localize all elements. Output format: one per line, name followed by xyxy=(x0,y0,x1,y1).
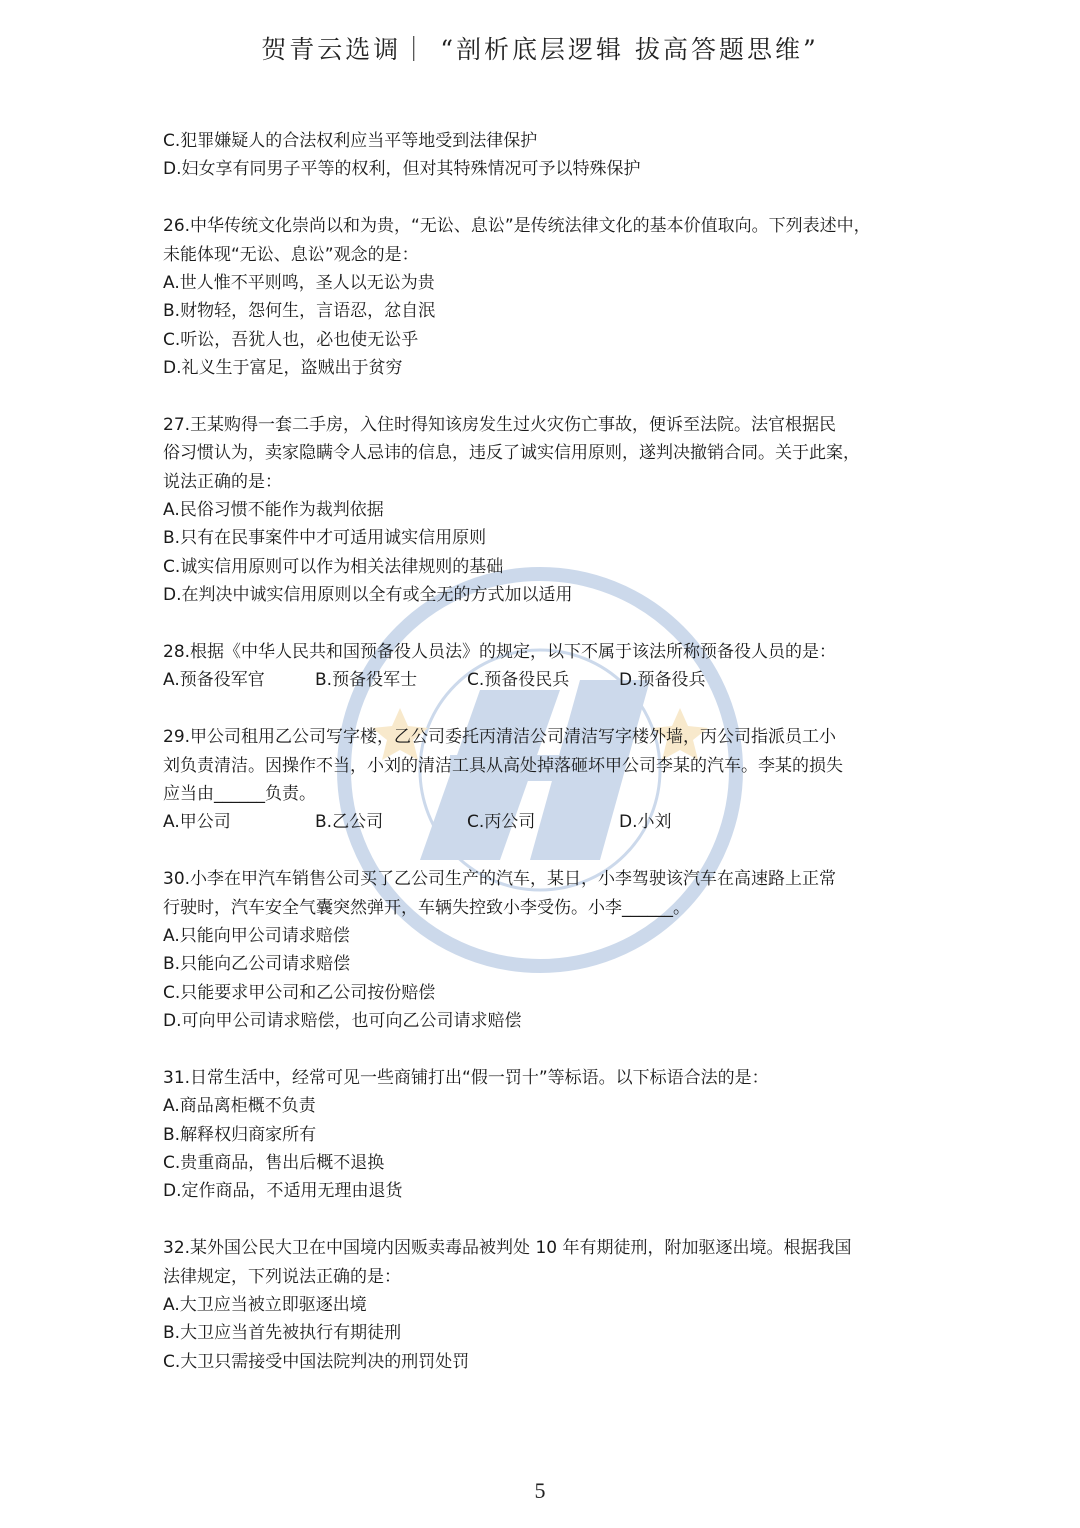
option-b: B.解释权归商家所有 xyxy=(163,1124,317,1145)
option-a: A.甲公司 xyxy=(163,812,231,833)
option-a: A.民俗习惯不能作为裁判依据 xyxy=(163,500,384,521)
question-stem: 31.日常生活中，经常可见一些商铺打出“假一罚十”等标语。以下标语合法的是： xyxy=(163,1067,769,1088)
question-stem: 28.根据《中华人民共和国预备役人员法》的规定，以下不属于该法所称预备役人员的是： xyxy=(163,642,837,663)
option-b: B.乙公司 xyxy=(315,812,384,833)
question-26 xyxy=(163,212,923,382)
question-stem: 法律规定，下列说法正确的是： xyxy=(163,1266,401,1287)
option-b: B.大卫应当首先被执行有期徒刑 xyxy=(163,1323,402,1344)
option-d: D.定作商品，不适用无理由退货 xyxy=(163,1181,403,1202)
option-a: A.只能向甲公司请求赔偿 xyxy=(163,925,350,946)
option-b: B.预备役军士 xyxy=(315,670,418,691)
option-b: B.只有在民事案件中才可适用诚实信用原则 xyxy=(163,528,487,549)
question-stem: 刘负责清洁。因操作不当，小刘的清洁工具从高处掉落砸坏甲公司李某的汽车。李某的损失 xyxy=(163,755,843,776)
option-a: A.大卫应当被立即驱逐出境 xyxy=(163,1295,367,1316)
option-d: D.小刘 xyxy=(619,812,672,833)
option-d: D.预备役兵 xyxy=(619,670,706,691)
question-27 xyxy=(163,411,923,610)
prev-option-c: C.犯罪嫌疑人的合法权利应当平等地受到法律保护 xyxy=(163,131,538,151)
question-32 xyxy=(163,1234,923,1376)
prev-option-d: D.妇女享有同男子平等的权利，但对其特殊情况可予以特殊保护 xyxy=(163,159,641,180)
question-stem: 应当由______负责。 xyxy=(163,783,316,804)
question-stem: 32.某外国公民大卫在中国境内因贩卖毒品被判处 10 年有期徒刑，附加驱逐出境。根据我国 xyxy=(163,1238,852,1259)
option-c: C.只能要求甲公司和乙公司按份赔偿 xyxy=(163,982,436,1003)
question-29 xyxy=(163,723,923,837)
question-stem: 未能体现“无讼、息讼”观念的是： xyxy=(163,244,419,265)
option-b: B.只能向乙公司请求赔偿 xyxy=(163,954,351,975)
option-c: C.诚实信用原则可以作为相关法律规则的基础 xyxy=(163,556,504,577)
option-c: C.贵重商品，售出后概不退换 xyxy=(163,1153,385,1174)
options-row xyxy=(163,666,923,694)
question-31 xyxy=(163,1064,923,1206)
question-stem: 行驶时，汽车安全气囊突然弹开，车辆失控致小李受伤。小李______。 xyxy=(163,897,690,918)
option-d: D.可向甲公司请求赔偿，也可向乙公司请求赔偿 xyxy=(163,1011,522,1032)
option-c: C.丙公司 xyxy=(467,812,536,833)
question-stem: 27.王某购得一套二手房，入住时得知该房发生过火灾伤亡事故，便诉至法院。法官根据民 xyxy=(163,414,837,435)
option-b: B.财物轻，怨何生，言语忍，忿自泯 xyxy=(163,301,436,322)
option-c: C.大卫只需接受中国法院判决的刑罚处罚 xyxy=(163,1351,470,1372)
question-30 xyxy=(163,865,923,1035)
question-list xyxy=(163,127,923,1376)
options-row xyxy=(163,808,923,836)
question-stem: 30.小李在甲汽车销售公司买了乙公司生产的汽车，某日，小李驾驶该汽车在高速路上正常 xyxy=(163,869,837,890)
question-stem: 俗习惯认为，卖家隐瞒令人忌讳的信息，违反了诚实信用原则，遂判决撤销合同。关于此案， xyxy=(163,443,860,464)
question-28 xyxy=(163,638,923,695)
option-c: C.预备役民兵 xyxy=(467,670,570,691)
option-d: D.在判决中诚实信用原则以全有或全无的方式加以适用 xyxy=(163,585,573,606)
question-stem: 说法正确的是： xyxy=(163,471,282,492)
page-number: 5 xyxy=(534,1478,546,1503)
question-stem: 26.中华传统文化崇尚以和为贵，“无讼、息讼”是传统法律文化的基本价值取向。下列表述中， xyxy=(163,216,871,237)
question-stem: 29.甲公司租用乙公司写字楼，乙公司委托丙清洁公司清洁写字楼外墙，丙公司指派员工小 xyxy=(163,727,837,748)
option-a: A.预备役军官 xyxy=(163,670,265,691)
option-c: C.听讼，吾犹人也，必也使无讼乎 xyxy=(163,329,419,350)
page-header: 贺青云选调｜ “剖析底层逻辑 拔高答题思维” xyxy=(261,35,819,64)
option-a: A.世人惟不平则鸣，圣人以无讼为贵 xyxy=(163,272,435,293)
option-a: A.商品离柜概不负责 xyxy=(163,1096,316,1117)
option-d: D.礼义生于富足，盗贼出于贫穷 xyxy=(163,358,403,379)
